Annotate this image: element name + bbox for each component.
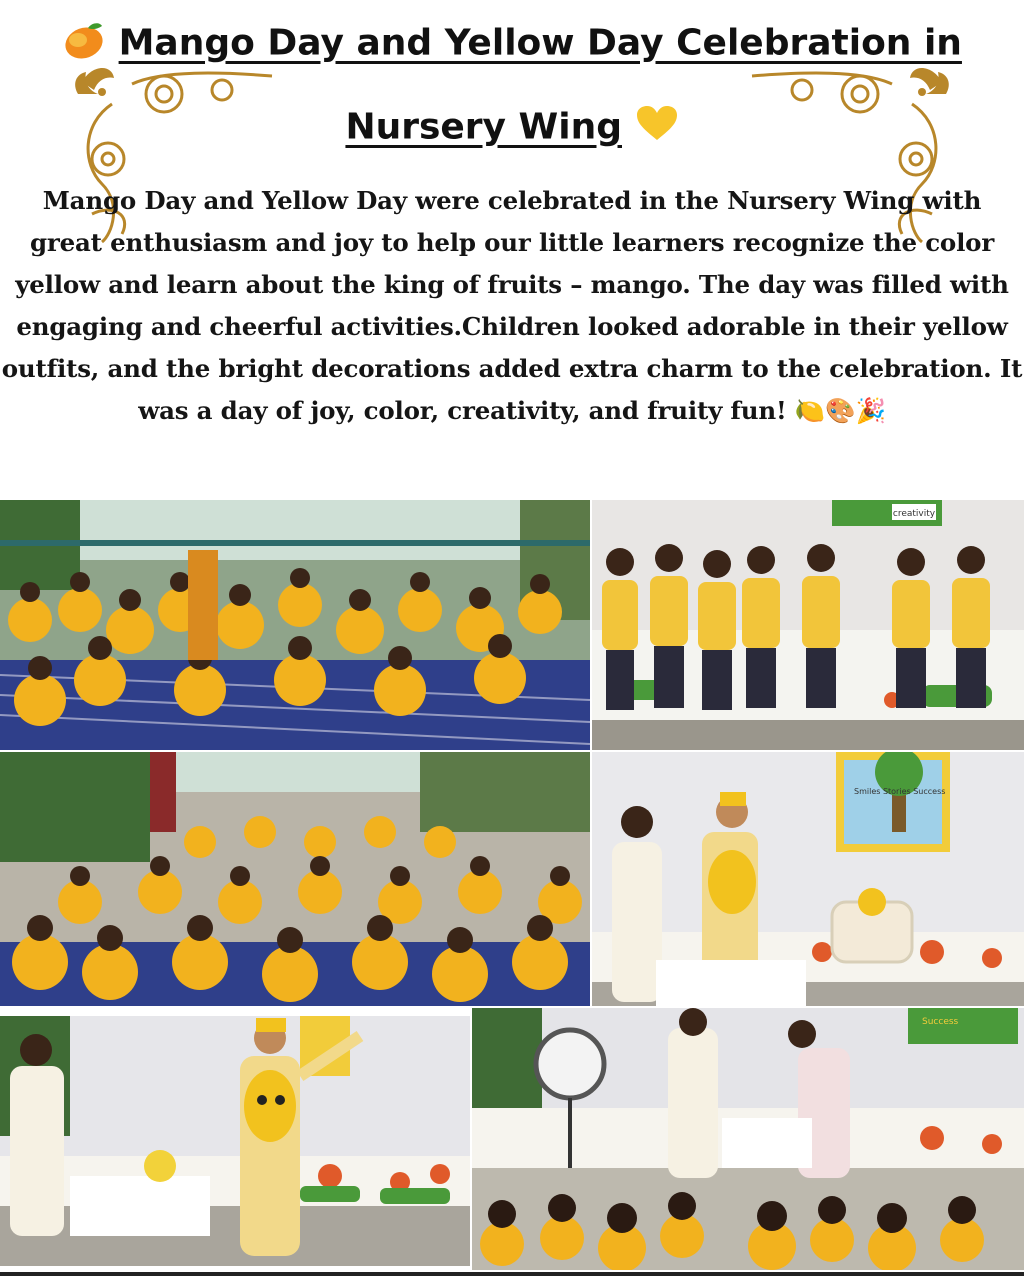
board-text: Smiles Stories Success — [854, 787, 946, 796]
bottom-divider — [0, 1272, 1024, 1276]
paragraph-line: yellow and learn about the king of fruits – mango. The day was filled with — [15, 270, 1009, 299]
photo-teachers-on-stage — [592, 752, 1024, 1006]
yellow-heart-icon — [635, 104, 679, 153]
title-text: Mango Day and Yellow Day Celebration in — [118, 22, 962, 64]
paragraph-line: was a day of joy, color, creativity, and fruity fun! 🍋🎨🎉 — [138, 396, 886, 425]
description-paragraph — [0, 180, 1024, 432]
photo-children-seated-outdoors — [0, 500, 590, 750]
page-title-line-1 — [0, 20, 1024, 69]
photo-children-crowd-pavement — [0, 752, 590, 1006]
paragraph-line: engaging and cheerful activities.Children looked adorable in their yellow — [16, 312, 1008, 341]
mango-icon — [62, 20, 106, 69]
board-text-success: Success — [922, 1017, 959, 1027]
creativity-sign-text: creativity — [892, 509, 936, 519]
photo-children-on-painted-wall — [592, 500, 1024, 750]
paragraph-line: great enthusiasm and joy to help our little learners recognize the color — [29, 228, 995, 257]
paragraph-line: Mango Day and Yellow Day were celebrated in the Nursery Wing with — [42, 186, 982, 215]
title-text-2: Nursery Wing — [345, 106, 622, 148]
paragraph-line: outfits, and the bright decorations added extra charm to the celebration. It — [1, 354, 1023, 383]
photo-mango-costume-performance — [0, 1016, 470, 1266]
photo-stage-drum-audience — [472, 1008, 1024, 1270]
